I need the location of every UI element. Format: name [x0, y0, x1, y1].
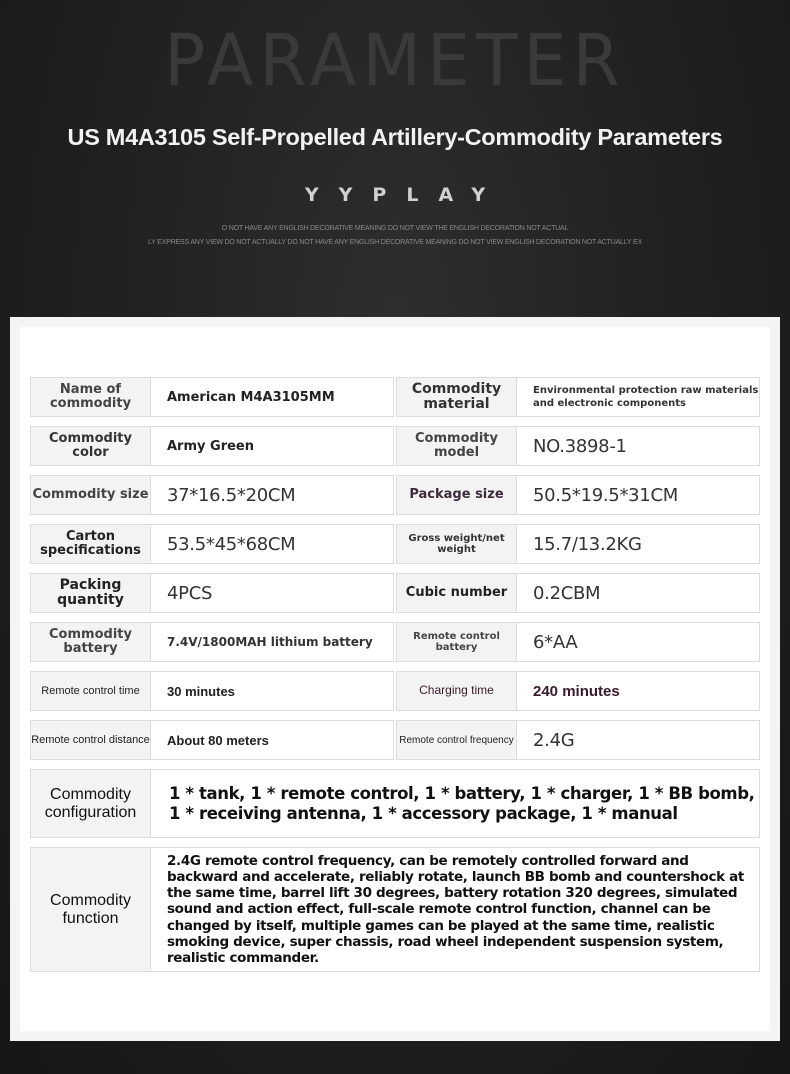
param-value: About 80 meters	[167, 732, 269, 748]
param-value: 4PCS	[167, 582, 213, 604]
param-value: 0.2CBM	[533, 582, 601, 604]
param-remote-control-frequency	[396, 720, 760, 760]
param-charging-time	[396, 671, 760, 711]
param-label: Remote control frequency	[397, 721, 517, 759]
param-value: 7.4V/1800MAH lithium battery	[167, 635, 373, 649]
param-cubic-number	[396, 573, 760, 613]
param-label: Commodity model	[397, 427, 517, 465]
param-value: 53.5*45*68CM	[167, 533, 296, 555]
param-commodity-color	[30, 426, 394, 466]
parameter-table	[20, 327, 770, 1031]
param-label: Packing quantity	[31, 574, 151, 612]
param-gross-net-weight	[396, 524, 760, 564]
param-package-size	[396, 475, 760, 515]
param-commodity-function	[30, 847, 760, 972]
param-label: Gross weight/net weight	[397, 525, 517, 563]
param-value: 1 * tank, 1 * remote control, 1 * battery, 1 * charger, 1 * BB bomb, 1 * receiving antenna, 1 * accessory package, 1 * manual	[169, 783, 755, 823]
param-value: 240 minutes	[533, 682, 620, 700]
parameter-watermark: PARAMETER	[164, 20, 626, 103]
param-packing-quantity	[30, 573, 394, 613]
param-commodity-configuration	[30, 769, 760, 838]
param-value: NO.3898-1	[533, 435, 627, 457]
param-commodity-size	[30, 475, 394, 515]
param-commodity-material	[396, 377, 760, 417]
param-label: Commodity battery	[31, 623, 151, 661]
param-label: Commodity configuration	[31, 770, 151, 837]
param-carton-specifications	[30, 524, 394, 564]
param-remote-control-battery	[396, 622, 760, 662]
param-label: Remote control battery	[397, 623, 517, 661]
param-value: 50.5*19.5*31CM	[533, 484, 678, 506]
param-label: Commodity material	[397, 378, 517, 416]
param-value: Environmental protection raw materials and electronic components	[533, 385, 759, 409]
param-label: Remote control time	[31, 672, 151, 710]
param-remote-control-time	[30, 671, 394, 711]
param-value: 30 minutes	[167, 683, 235, 699]
param-commodity-battery	[30, 622, 394, 662]
decorative-text-line-1: O NOT HAVE ANY ENGLISH DECORATIVE MEANING DO NOT VIEW THE ENGLISH DECORATION NOT ACTUAL	[221, 225, 569, 232]
param-label: Charging time	[397, 672, 517, 710]
brand-logo: YYPLAY	[304, 184, 506, 206]
param-value: 6*AA	[533, 631, 578, 653]
param-label: Package size	[397, 476, 517, 514]
param-value: 2.4G remote control frequency, can be remotely controlled forward and backward and accelerate, reliably rotate, launch BB bomb and countershock at the same time, barrel lift 30 degrees, battery rotation 320 degrees, simulated sound and action effect, full-scale remote control function, channel can be changed by itself, multiple games can be played at the same time, realistic smoking device, super chassis, road wheel independent suspension system, realistic commander.	[167, 852, 744, 966]
param-label: Remote control distance	[31, 721, 151, 759]
param-label: Commodity size	[31, 476, 151, 514]
param-remote-control-distance	[30, 720, 394, 760]
param-label: Carton specifications	[31, 525, 151, 563]
param-label: Commodity function	[31, 848, 151, 971]
param-value: Army Green	[167, 438, 254, 454]
param-label: Cubic number	[397, 574, 517, 612]
param-value: American M4A3105MM	[167, 389, 335, 405]
param-label: Name of commodity	[31, 378, 151, 416]
param-value: 2.4G	[533, 729, 575, 751]
param-label: Commodity color	[31, 427, 151, 465]
param-name-of-commodity	[30, 377, 394, 417]
parameter-panel	[10, 317, 780, 1041]
decorative-text-line-2: LY EXPRESS ANY VIEW DO NOT ACTUALLY DO NOT HAVE ANY ENGLISH DECORATIVE MEANING DO NOT VIEW ENGLISH DECORATION NOT ACTUALLY EX	[148, 239, 642, 246]
param-value: 37*16.5*20CM	[167, 484, 296, 506]
page-title: US M4A3105 Self-Propelled Artillery-Commodity Parameters	[67, 124, 723, 150]
param-value: 15.7/13.2KG	[533, 533, 642, 555]
param-commodity-model	[396, 426, 760, 466]
